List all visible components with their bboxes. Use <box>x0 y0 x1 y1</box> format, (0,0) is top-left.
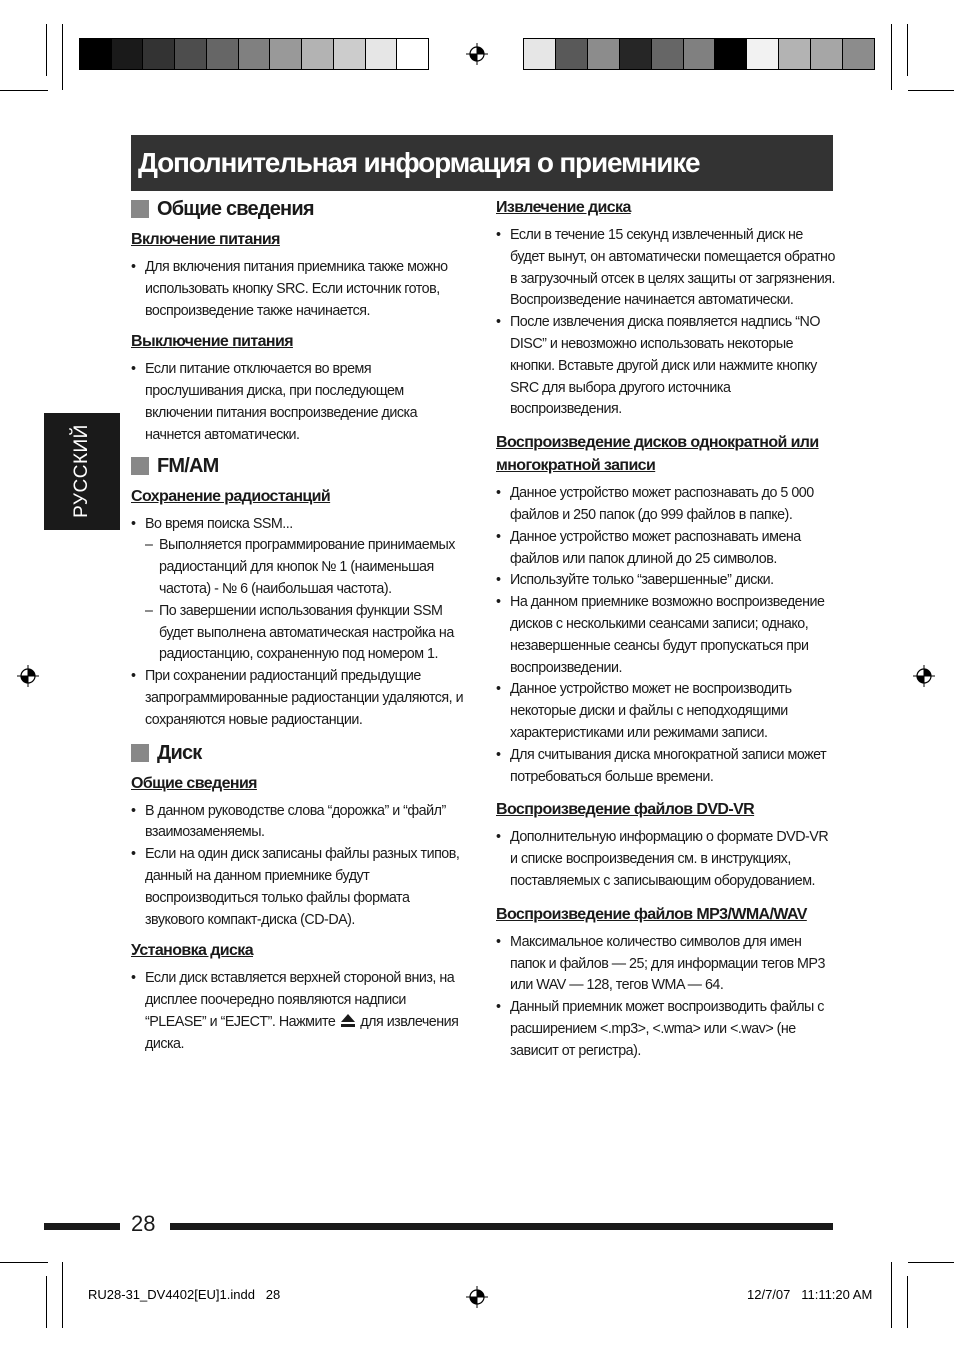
bullet-list <box>496 483 836 788</box>
list-item: • После извлечения диска появляется надпись “NO DISC” и невозможно использовать некоторые кнопки. Вставьте другой диск или нажмите кнопку SRC для выбора другого источника воспроизведения. <box>496 312 836 421</box>
square-bullet-icon <box>131 200 149 218</box>
page-rule-left <box>44 1223 120 1230</box>
language-tab-label: РУССКИЙ <box>71 424 92 518</box>
color-swatch <box>843 39 874 69</box>
bullet-list <box>496 932 836 1063</box>
list-item: • Если диск вставляется верхней стороной вниз, на дисплее поочередно появляются надписи “PLEASE” и “EJECT”. Нажмите для извлечения диска. <box>131 968 467 1055</box>
color-swatch <box>80 39 112 69</box>
registration-mark-icon <box>913 665 935 687</box>
crop-mark <box>62 1262 63 1328</box>
registration-mark-icon <box>466 43 488 65</box>
list-item: • Данное устройство может распознавать имена файлов или папок длиной до 25 символов. <box>496 527 836 571</box>
dash-list <box>145 535 467 666</box>
color-swatch <box>556 39 588 69</box>
registration-mark-icon <box>17 665 39 687</box>
color-swatch <box>811 39 843 69</box>
color-swatch <box>270 39 302 69</box>
crop-mark <box>907 1276 908 1328</box>
list-item: • Для включения питания приемника также можно использовать кнопку SRC. Если источник готов, воспроизведение также начинается. <box>131 257 467 322</box>
color-swatch <box>779 39 811 69</box>
crop-mark <box>908 1262 954 1263</box>
list-item: • Используйте только “завершенные” диски. <box>496 570 836 592</box>
section-heading: FM/AM <box>131 453 467 479</box>
square-bullet-icon <box>131 457 149 475</box>
color-swatch <box>239 39 271 69</box>
subheading: Воспроизведение файлов MP3/WMA/WAV <box>496 905 807 923</box>
bullet-list <box>496 827 836 892</box>
list-item: • На данном приемнике возможно воспроизведение дисков с несколькими сеансами записи; однако, незавершенные сеансы будут пропускаться при воспроизведении. <box>496 592 836 679</box>
color-swatch <box>302 39 334 69</box>
list-item: – По завершении использования функции SSM будет выполнена автоматическая настройка на радиостанцию, сохраненную под номером 1. <box>145 601 467 666</box>
list-item: • Для считывания диска многократной записи может потребоваться больше времени. <box>496 745 836 789</box>
color-swatch <box>524 39 556 69</box>
list-item: • Дополнительную информацию о формате DVD-VR и списке воспроизведения см. в инструкциях, поставляемых с записывающим оборудованием. <box>496 827 836 892</box>
language-tab <box>44 413 120 530</box>
section-heading: Диск <box>131 740 467 766</box>
bullet-list <box>131 801 467 932</box>
color-swatch <box>747 39 779 69</box>
subheading: Извлечение диска <box>496 199 631 216</box>
color-swatch <box>715 39 747 69</box>
subheading: Включение питания <box>131 231 280 248</box>
color-swatch <box>588 39 620 69</box>
crop-mark <box>891 24 892 90</box>
list-item: • Данный приемник может воспроизводить файлы с расширением <.mp3>, <.wma> или <.wav> (не зависит от регистра). <box>496 997 836 1062</box>
square-bullet-icon <box>131 744 149 762</box>
color-swatch <box>620 39 652 69</box>
registration-mark-icon <box>466 1286 488 1308</box>
list-item: • Если питание отключается во время прослушивания диска, при последующем включении питания воспроизведение диска начнется автоматически. <box>131 359 467 446</box>
subheading: Воспроизведение дисков однократной или многократной записи <box>496 434 819 475</box>
crop-mark <box>62 24 63 90</box>
list-item: • Максимальное количество символов для имен папок и файлов — 25; для информации тегов MP3 или WAV — 128, тегов WMA — 64. <box>496 932 836 997</box>
list-item: – Выполняется программирование принимаемых радиостанций для кнопок № 1 (наименьшая частота) - № 6 (наибольшая частота). <box>145 535 467 600</box>
page-number: 28 <box>131 1211 156 1236</box>
crop-mark <box>46 1276 47 1328</box>
list-item: • При сохранении радиостанций предыдущие запрограммированные радиостанции удаляются, и сохраняются новые радиостанции. <box>131 666 467 731</box>
list-item: • Во время поиска SSM... – Выполняется программирование принимаемых радиостанций для кнопок № 1 (наименьшая частота) - № 6 (наибольшая частота). – По завершении использования функции SSM будет выполнена автоматическая настройка на радиостанцию, сохраненную под номером 1. <box>131 514 467 667</box>
page-title: Дополнительная информация о приемнике <box>138 147 700 178</box>
color-bar-right <box>523 38 875 70</box>
left-column <box>131 196 467 1060</box>
crop-mark <box>46 24 47 76</box>
color-swatch <box>652 39 684 69</box>
subheading: Установка диска <box>131 942 254 960</box>
subheading: Сохранение радиостанций <box>131 487 331 505</box>
list-item: • Данное устройство может не воспроизводить некоторые диски и файлы с неподходящими характеристиками или режимами записи. <box>496 679 836 744</box>
color-swatch <box>334 39 366 69</box>
crop-mark <box>0 90 48 91</box>
color-swatch <box>143 39 175 69</box>
right-column <box>496 196 836 1067</box>
color-swatch <box>397 39 428 69</box>
color-swatch <box>684 39 716 69</box>
subheading: Воспроизведение файлов DVD-VR <box>496 801 755 819</box>
bullet-list <box>131 514 467 732</box>
list-item: • В данном руководстве слова “дорожка” и “файл” взаимозаменяемы. <box>131 801 467 845</box>
list-item: • Данное устройство может распознавать до 5 000 файлов и 250 папок (до 999 файлов в папке). <box>496 483 836 527</box>
bullet-list <box>496 225 836 421</box>
bullet-list <box>131 359 467 446</box>
title-bar <box>131 135 833 191</box>
color-swatch <box>175 39 207 69</box>
color-bar-left <box>79 38 429 70</box>
crop-mark <box>907 24 908 76</box>
footer-filename: RU28-31_DV4402[EU]1.indd 28 <box>88 1287 281 1302</box>
crop-mark <box>908 90 954 91</box>
crop-mark <box>0 1262 48 1263</box>
list-item: • Если в течение 15 секунд извлеченный диск не будет вынут, он автоматически помещается обратно в загрузочный отсек в целях защиты от загрязнения. Воспроизведение начинается автоматически. <box>496 225 836 312</box>
subheading: Выключение питания <box>131 333 293 351</box>
subheading: Общие сведения <box>131 774 257 792</box>
crop-mark <box>891 1262 892 1328</box>
footer-timestamp: 12/7/07 11:11:20 AM <box>747 1287 873 1302</box>
section-heading: Общие сведения <box>131 196 467 222</box>
color-swatch <box>207 39 239 69</box>
page-rule-right <box>170 1223 833 1230</box>
bullet-list <box>131 257 467 322</box>
eject-icon <box>341 1014 355 1027</box>
color-swatch <box>366 39 398 69</box>
color-swatch <box>112 39 144 69</box>
bullet-list <box>131 968 467 1055</box>
list-item: • Если на один диск записаны файлы разных типов, данный на данном приемнике будут воспроизводиться только файлы формата звукового компакт-диска (CD-DA). <box>131 844 467 931</box>
